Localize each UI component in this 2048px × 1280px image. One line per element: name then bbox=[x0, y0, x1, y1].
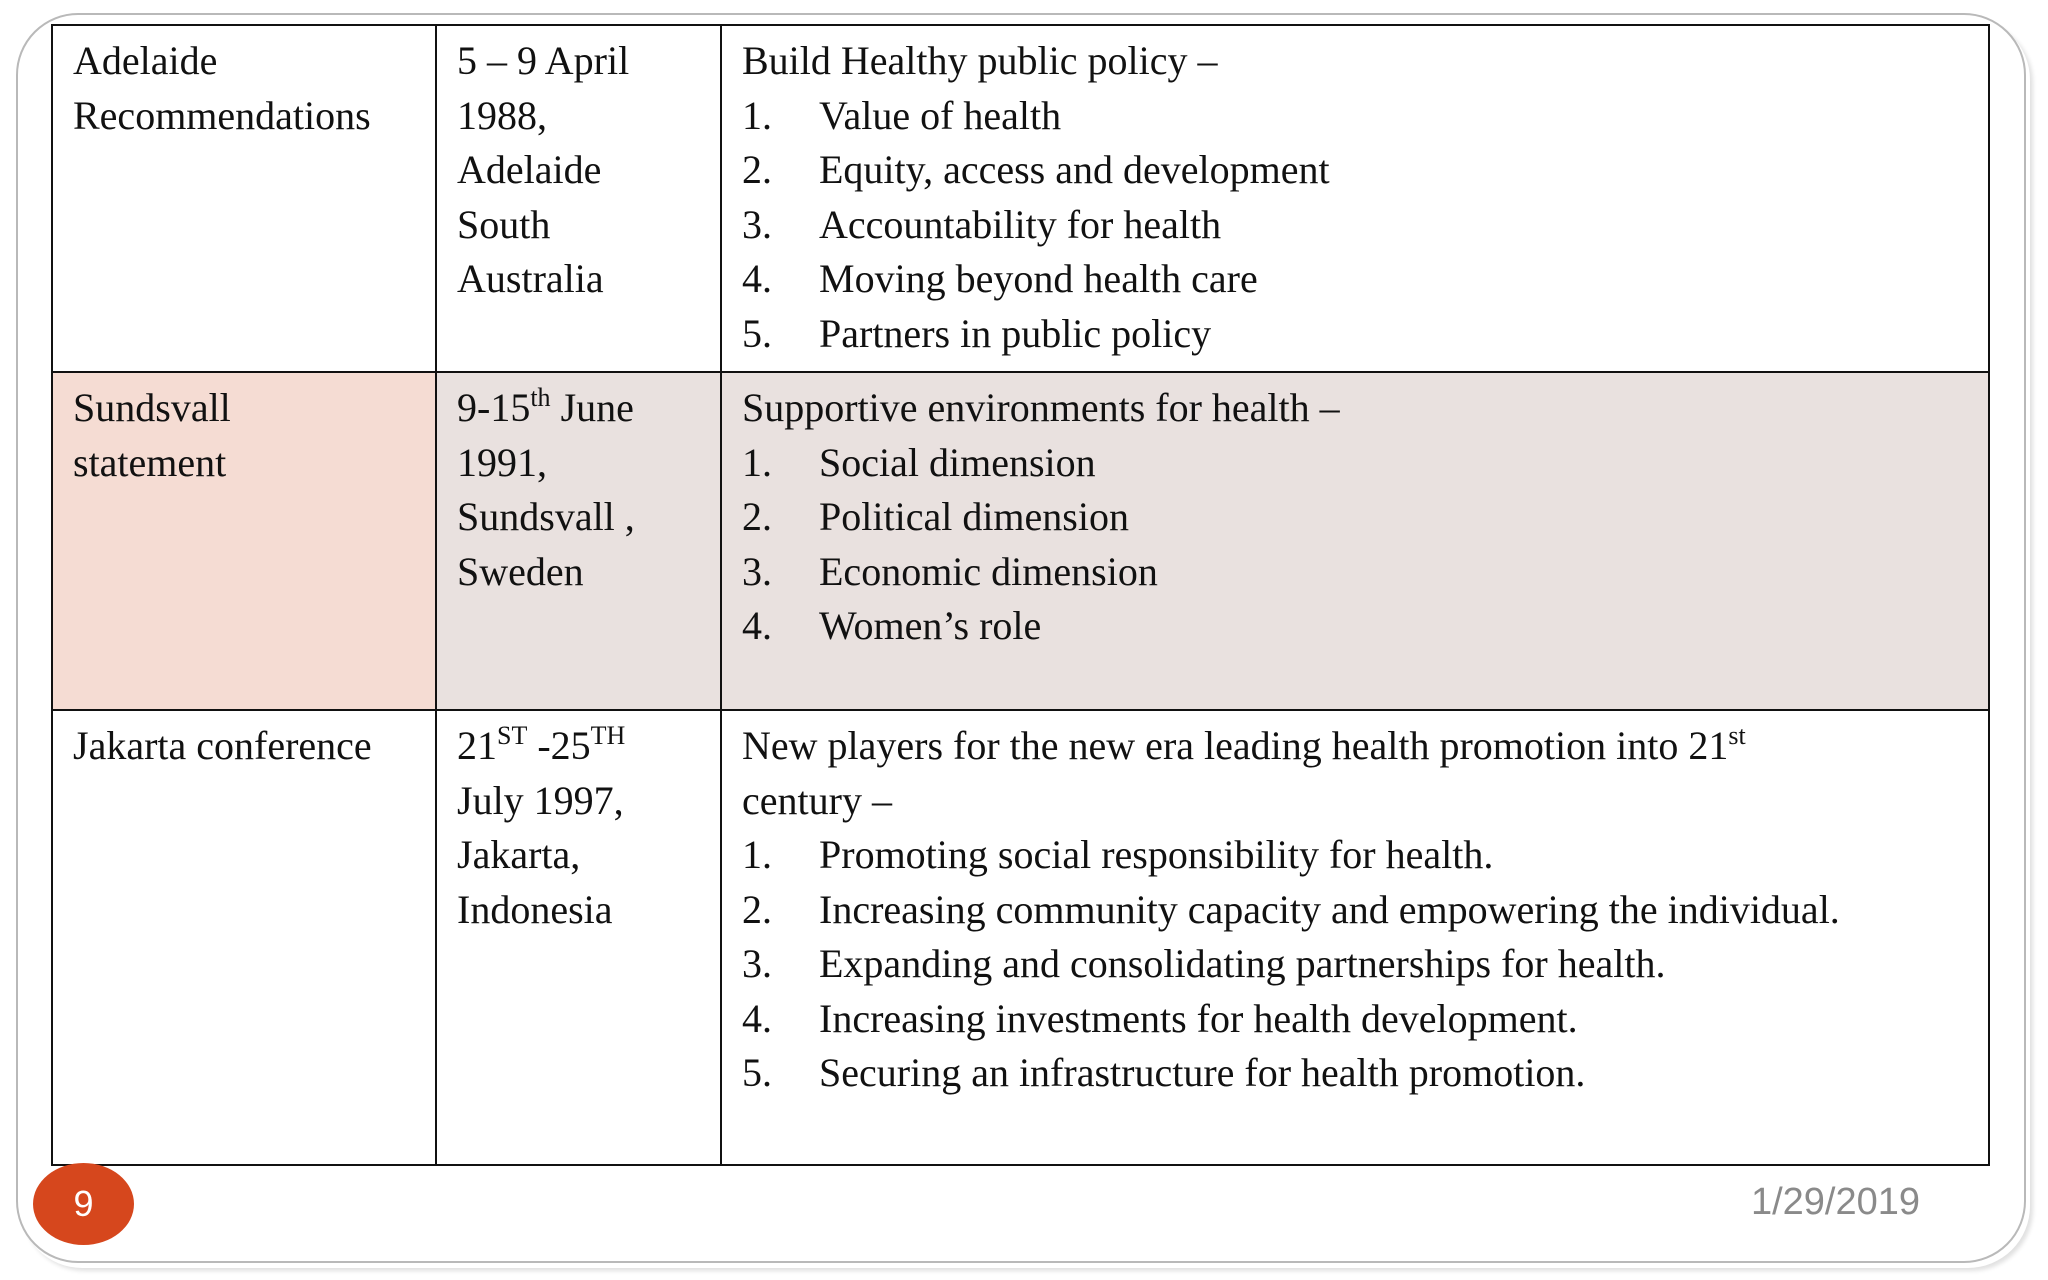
point-text: Promoting social responsibility for health. bbox=[819, 832, 1494, 877]
date-line: Indonesia bbox=[457, 886, 613, 932]
conference-date-cell bbox=[436, 710, 721, 1165]
date-line: Adelaide bbox=[457, 147, 602, 192]
list-item bbox=[742, 545, 1968, 600]
point-number: 3. bbox=[742, 941, 772, 986]
point-number: 4. bbox=[742, 995, 772, 1041]
point-text: Partners in public policy bbox=[819, 310, 1212, 356]
point-number: 2. bbox=[742, 147, 772, 192]
point-text: Equity, access and development bbox=[819, 147, 1330, 192]
conference-name-line: Jakarta conference bbox=[73, 723, 372, 768]
date-text: 21 bbox=[457, 723, 497, 768]
point-text: Political dimension bbox=[819, 494, 1129, 539]
list-item bbox=[742, 599, 1968, 654]
theme-heading bbox=[742, 719, 1968, 774]
conference-name-line: Adelaide bbox=[73, 38, 218, 83]
date-text: -25 bbox=[527, 723, 591, 768]
conference-name-cell bbox=[52, 25, 436, 372]
date-ordinal: th bbox=[530, 383, 551, 412]
list-item bbox=[742, 937, 1968, 992]
point-number: 3. bbox=[742, 201, 772, 247]
theme-points bbox=[742, 436, 1968, 654]
conference-name-line: Recommendations bbox=[73, 92, 371, 138]
point-text: Securing an infrastructure for health promotion. bbox=[819, 1050, 1586, 1095]
list-item bbox=[742, 143, 1968, 198]
date-ordinal: ST bbox=[497, 721, 528, 750]
conference-name-cell bbox=[52, 710, 436, 1165]
conference-theme-cell bbox=[721, 25, 1989, 372]
date-line bbox=[457, 381, 700, 436]
table-row bbox=[52, 372, 1989, 710]
date-line: Australia bbox=[457, 256, 604, 301]
point-text: Accountability for health bbox=[819, 201, 1222, 247]
conference-date-cell bbox=[436, 372, 721, 710]
list-item bbox=[742, 992, 1968, 1047]
point-text: Moving beyond health care bbox=[819, 256, 1258, 301]
date-line: 1988, bbox=[457, 92, 547, 138]
point-text: Value of health bbox=[819, 92, 1062, 138]
point-number: 1. bbox=[742, 832, 772, 877]
list-item bbox=[742, 89, 1968, 144]
point-number: 1. bbox=[742, 439, 772, 485]
theme-heading-text: New players for the new era leading health promotion into 21 bbox=[742, 723, 1729, 768]
conference-date-cell bbox=[436, 25, 721, 372]
date-line: Sundsvall , bbox=[457, 494, 635, 539]
list-item bbox=[742, 1046, 1968, 1101]
table-row bbox=[52, 25, 1989, 372]
conference-name-line: Sundsvall bbox=[73, 385, 231, 430]
date-line: Jakarta, bbox=[457, 832, 581, 877]
point-text: Economic dimension bbox=[819, 548, 1158, 594]
date-text: 9-15 bbox=[457, 385, 531, 430]
point-text: Expanding and consolidating partnerships for health. bbox=[819, 941, 1666, 986]
point-number: 2. bbox=[742, 886, 772, 932]
table-row bbox=[52, 710, 1989, 1165]
list-item bbox=[742, 198, 1968, 253]
date-line: 1991, bbox=[457, 439, 547, 485]
date-line bbox=[457, 719, 700, 774]
point-number: 1. bbox=[742, 92, 772, 138]
list-item bbox=[742, 490, 1968, 545]
conference-name-line: statement bbox=[73, 439, 227, 485]
conference-theme-cell bbox=[721, 710, 1989, 1165]
list-item bbox=[742, 828, 1968, 883]
conference-theme-cell bbox=[721, 372, 1989, 710]
heading-ordinal: st bbox=[1728, 721, 1746, 750]
point-text: Increasing community capacity and empowering the individual. bbox=[819, 886, 1840, 932]
list-item bbox=[742, 307, 1968, 362]
date-text: June bbox=[550, 385, 634, 430]
conference-name-cell bbox=[52, 372, 436, 710]
conference-table bbox=[51, 24, 1990, 1166]
theme-points bbox=[742, 89, 1968, 362]
date-line: July 1997, bbox=[457, 777, 624, 823]
theme-heading-continued: century – bbox=[742, 777, 892, 823]
page-number-badge: 9 bbox=[33, 1163, 134, 1245]
theme-heading: Supportive environments for health – bbox=[742, 385, 1340, 430]
point-number: 5. bbox=[742, 1050, 772, 1095]
point-text: Women’s role bbox=[819, 603, 1042, 648]
point-number: 3. bbox=[742, 548, 772, 594]
list-item bbox=[742, 883, 1968, 938]
point-number: 4. bbox=[742, 603, 772, 648]
list-item bbox=[742, 436, 1968, 491]
point-number: 4. bbox=[742, 256, 772, 301]
date-ordinal: TH bbox=[590, 721, 626, 750]
point-text: Social dimension bbox=[819, 439, 1096, 485]
theme-points bbox=[742, 828, 1968, 1101]
point-number: 5. bbox=[742, 310, 772, 356]
date-line: 5 – 9 April bbox=[457, 38, 630, 83]
point-text: Increasing investments for health development. bbox=[819, 995, 1578, 1041]
point-number: 2. bbox=[742, 494, 772, 539]
list-item bbox=[742, 252, 1968, 307]
date-line: South bbox=[457, 201, 551, 247]
slide-date: 1/29/2019 bbox=[1750, 1181, 1920, 1223]
theme-heading: Build Healthy public policy – bbox=[742, 38, 1218, 83]
date-line: Sweden bbox=[457, 548, 584, 594]
